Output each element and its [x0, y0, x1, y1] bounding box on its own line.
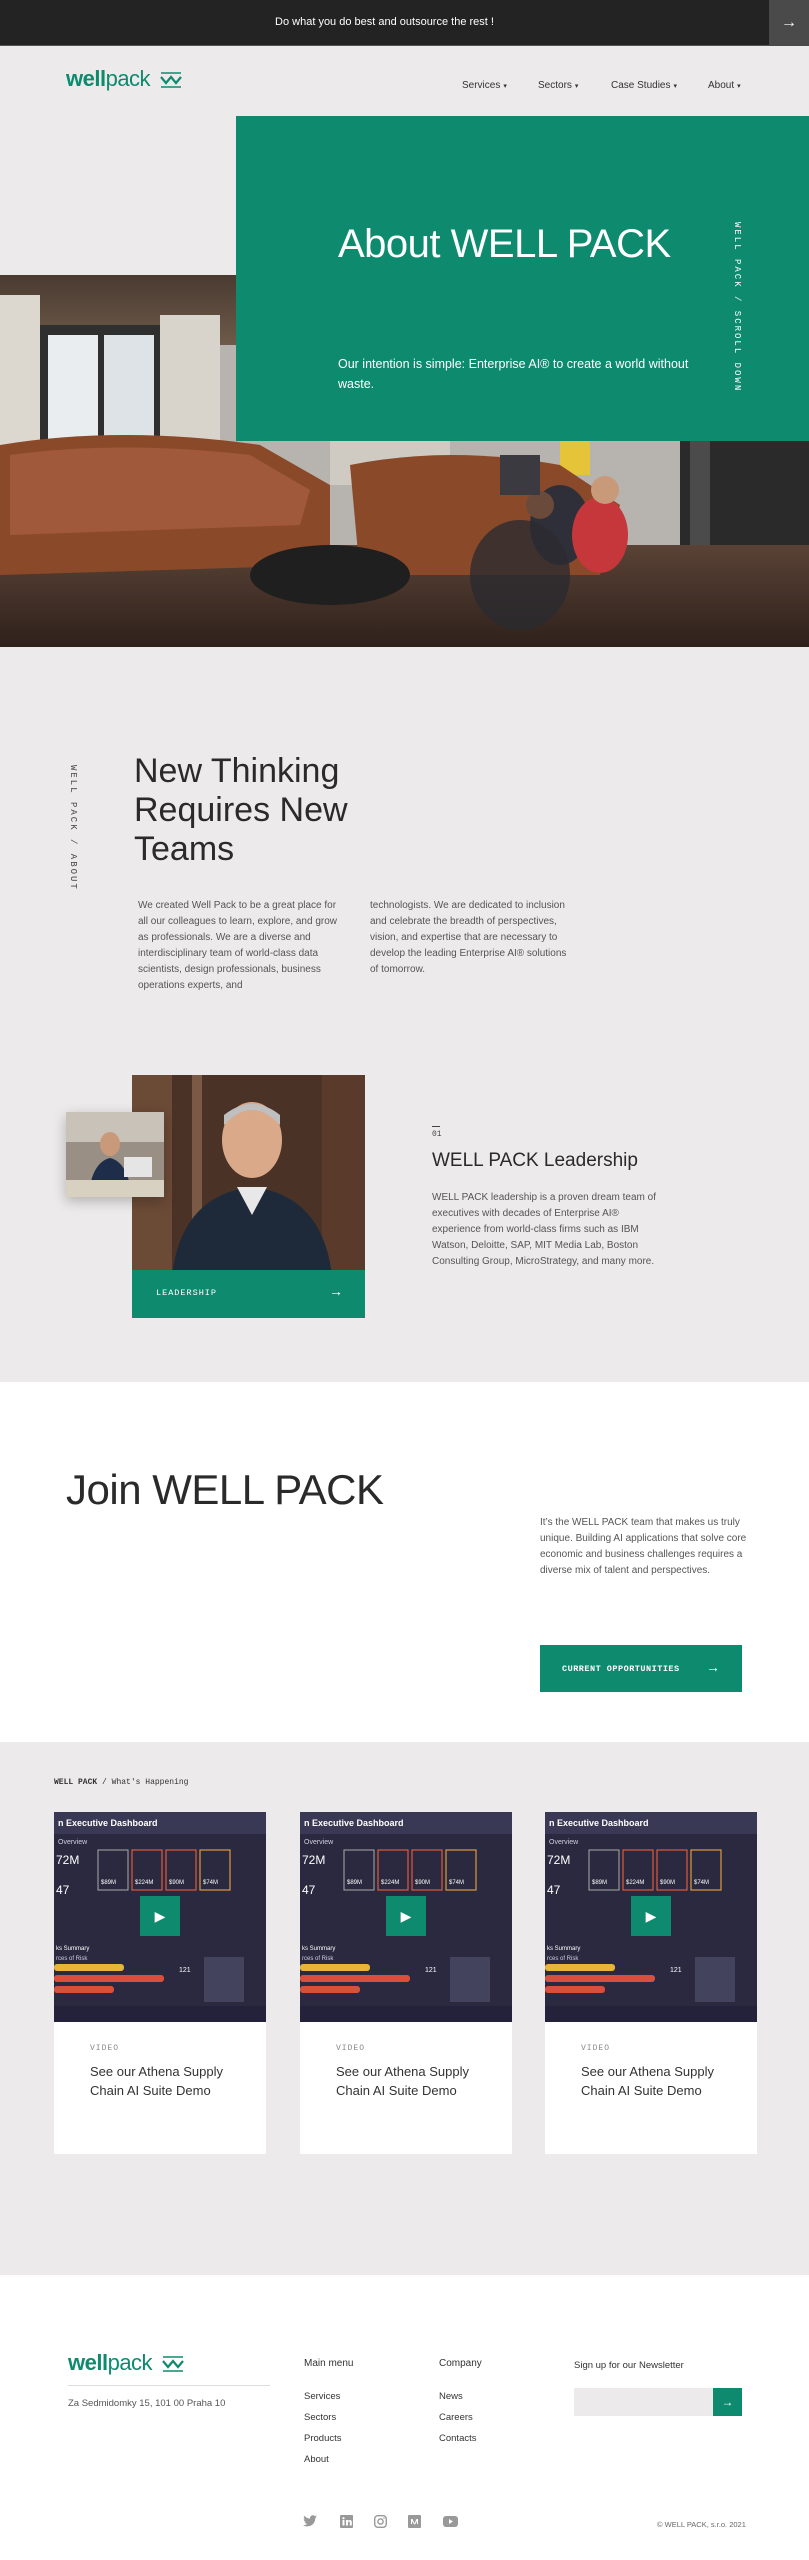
play-icon[interactable]: ▶: [631, 1896, 671, 1936]
dash-v4: $74M: [203, 1880, 219, 1886]
nav-case-studies[interactable]: [611, 80, 677, 91]
footer-link-services[interactable]: Services: [304, 2391, 341, 2402]
dash-header: n Executive Dashboard: [304, 1818, 404, 1828]
dash-v4: $74M: [694, 1880, 710, 1886]
opportunities-label: CURRENT OPPORTUNITIES: [562, 1664, 680, 1674]
announcement-arrow-button[interactable]: →: [769, 0, 809, 46]
leadership-number: [432, 1126, 442, 1139]
video-thumbnail[interactable]: [54, 1812, 266, 2022]
chevron-down-icon: ▾: [737, 83, 741, 90]
dash-header: n Executive Dashboard: [549, 1818, 649, 1828]
thumbnail-image: [66, 1112, 164, 1197]
dash-v1: $89M: [101, 1880, 117, 1886]
hero-title: About WELL PACK: [338, 222, 671, 266]
video-thumbnail[interactable]: [300, 1812, 512, 2022]
leadership-title: WELL PACK Leadership: [432, 1150, 638, 1171]
nav-case-studies-label: Case Studies: [611, 80, 671, 91]
instagram-icon[interactable]: [372, 2515, 388, 2531]
newsletter-email-input[interactable]: [574, 2388, 713, 2416]
card-tag: VIDEO: [336, 2044, 366, 2053]
footer-link-news[interactable]: News: [439, 2391, 463, 2402]
dash-big2: 47: [56, 1883, 70, 1897]
dash-summary: ks Summary: [302, 1946, 336, 1952]
card-tag: VIDEO: [581, 2044, 611, 2053]
leadership-link[interactable]: [132, 1270, 365, 1318]
copyright: © WELL PACK, s.r.o. 2021: [657, 2520, 746, 2529]
current-opportunities-button[interactable]: [540, 1645, 742, 1692]
footer-logo-pack: pack: [107, 2350, 153, 2375]
footer-menu-heading: Main menu: [304, 2358, 354, 2369]
thinking-title: New Thinking Requires New Teams: [134, 752, 348, 868]
scroll-down-label[interactable]: WELL PACK / SCROLL DOWN: [732, 222, 742, 393]
dash-n: 121: [670, 1967, 682, 1974]
footer-logo[interactable]: [68, 2350, 184, 2376]
footer-link-products[interactable]: Products: [304, 2433, 342, 2444]
hero-panel: [236, 116, 809, 441]
announcement-text: Do what you do best and outsource the rest !: [275, 16, 494, 28]
dash-header: n Executive Dashboard: [58, 1818, 158, 1828]
dash-v3: $90M: [660, 1880, 676, 1886]
leadership-number-text: 01: [432, 1130, 442, 1139]
breadcrumb-page: What's Happening: [111, 1778, 189, 1787]
dash-big1: 72M: [547, 1853, 571, 1867]
footer-link-about[interactable]: About: [304, 2454, 329, 2465]
hero-subtitle: Our intention is simple: Enterprise AI® to create a world without waste.: [338, 357, 689, 391]
footer-address: Za Sedmidomky 15, 101 00 Praha 10: [68, 2398, 226, 2409]
chevron-down-icon: ▾: [574, 83, 579, 90]
dash-sub: Overview: [58, 1839, 88, 1846]
dash-sub: Overview: [304, 1839, 334, 1846]
dash-risk: rces of Risk: [547, 1956, 579, 1962]
card-title[interactable]: See our Athena Supply Chain AI Suite Demo: [581, 2064, 714, 2098]
dash-big2: 47: [302, 1883, 316, 1897]
footer-link-contacts[interactable]: Contacts: [439, 2433, 477, 2444]
footer-link-careers[interactable]: Careers: [439, 2412, 473, 2423]
dash-v2: $224M: [135, 1880, 154, 1886]
site-logo[interactable]: [66, 66, 182, 92]
breadcrumb-brand[interactable]: WELL PACK: [54, 1778, 98, 1787]
twitter-icon[interactable]: [302, 2515, 318, 2531]
dash-sub: Overview: [549, 1839, 579, 1846]
footer-logo-well: well: [68, 2350, 108, 2375]
footer-company-heading: Company: [439, 2358, 482, 2369]
nav-services-label: Services: [462, 80, 501, 91]
dash-risk: rces of Risk: [302, 1956, 334, 1962]
about-vertical-label: WELL PACK / ABOUT: [68, 765, 78, 891]
chevron-down-icon: ▾: [503, 83, 507, 90]
breadcrumb: [54, 1778, 188, 1787]
leader-portrait: [132, 1075, 365, 1275]
nav-sectors[interactable]: [538, 80, 578, 91]
logo-mark-icon: [160, 72, 182, 88]
thinking-text-col1: We created Well Pack to be a great place for all our colleagues to learn, explore, and grow as professionals. We are a diverse and interdisciplinary team of world-class data scientists, design professionals, business operations experts, and: [138, 900, 338, 991]
dash-n: 121: [425, 1967, 437, 1974]
linkedin-icon[interactable]: [338, 2515, 354, 2531]
card-title[interactable]: See our Athena Supply Chain AI Suite Demo: [336, 2064, 469, 2098]
dash-v1: $89M: [347, 1880, 363, 1886]
newsletter-heading: Sign up for our Newsletter: [574, 2360, 684, 2371]
card-title[interactable]: See our Athena Supply Chain AI Suite Demo: [90, 2064, 223, 2098]
dash-n: 121: [179, 1967, 191, 1974]
leader-thumbnail: [66, 1112, 164, 1197]
play-icon[interactable]: ▶: [386, 1896, 426, 1936]
news-card[interactable]: [54, 1812, 266, 2154]
nav-about[interactable]: [708, 80, 741, 91]
join-title: Join WELL PACK: [66, 1466, 384, 1513]
logo-pack: pack: [105, 66, 151, 91]
thinking-text-col2: technologists. We are dedicated to inclusion and celebrate the breadth of perspectives, vision, and expertise that are necessary to develop the leading Enterprise AI® solutions of tomorrow.: [370, 900, 567, 975]
play-icon[interactable]: ▶: [140, 1896, 180, 1936]
breadcrumb-separator: /: [102, 1778, 107, 1787]
youtube-icon[interactable]: [442, 2515, 458, 2531]
nav-services[interactable]: [462, 80, 507, 91]
logo-well: well: [66, 66, 106, 91]
dash-v1: $89M: [592, 1880, 608, 1886]
portrait-image: [132, 1075, 365, 1275]
dash-v4: $74M: [449, 1880, 465, 1886]
join-body: It’s the WELL PACK team that makes us truly unique. Building AI applications that solve core economic and business challenges requires a diverse mix of talent and perspectives.: [540, 1517, 747, 1576]
dash-big1: 72M: [302, 1853, 326, 1867]
dash-v3: $90M: [415, 1880, 431, 1886]
leadership-label: LEADERSHIP: [156, 1288, 218, 1298]
card-tag: VIDEO: [90, 2044, 120, 2053]
dash-summary: ks Summary: [547, 1946, 581, 1952]
announcement-bar: [0, 0, 809, 46]
footer-link-sectors[interactable]: Sectors: [304, 2412, 337, 2423]
chevron-down-icon: ▾: [673, 83, 677, 90]
nav-about-label: About: [708, 80, 735, 91]
dash-v2: $224M: [381, 1880, 400, 1886]
dash-v2: $224M: [626, 1880, 645, 1886]
number-rule: [432, 1126, 440, 1127]
arrow-right-icon: →: [706, 1659, 720, 1675]
news-card[interactable]: [545, 1812, 757, 2154]
newsletter-submit-button[interactable]: →: [713, 2388, 742, 2416]
dash-big2: 47: [547, 1883, 561, 1897]
medium-icon[interactable]: [406, 2515, 422, 2531]
news-card[interactable]: [300, 1812, 512, 2154]
dash-summary: ks Summary: [56, 1946, 90, 1952]
video-thumbnail[interactable]: [545, 1812, 757, 2022]
logo-mark-icon: [162, 2356, 184, 2372]
dash-v3: $90M: [169, 1880, 185, 1886]
footer-divider: [68, 2385, 270, 2386]
nav-sectors-label: Sectors: [538, 80, 572, 91]
leadership-body: WELL PACK leadership is a proven dream team of executives with decades of Enterprise AI® experience from world-class firms such as IBM Watson, Deloitte, SAP, MIT Media Lab, Boston Consulting Group, MicroStrategy, and many more.: [432, 1192, 656, 1267]
arrow-right-icon: →: [329, 1283, 343, 1299]
footer: [0, 2275, 809, 2560]
dash-big1: 72M: [56, 1853, 80, 1867]
dash-risk: rces of Risk: [56, 1956, 88, 1962]
